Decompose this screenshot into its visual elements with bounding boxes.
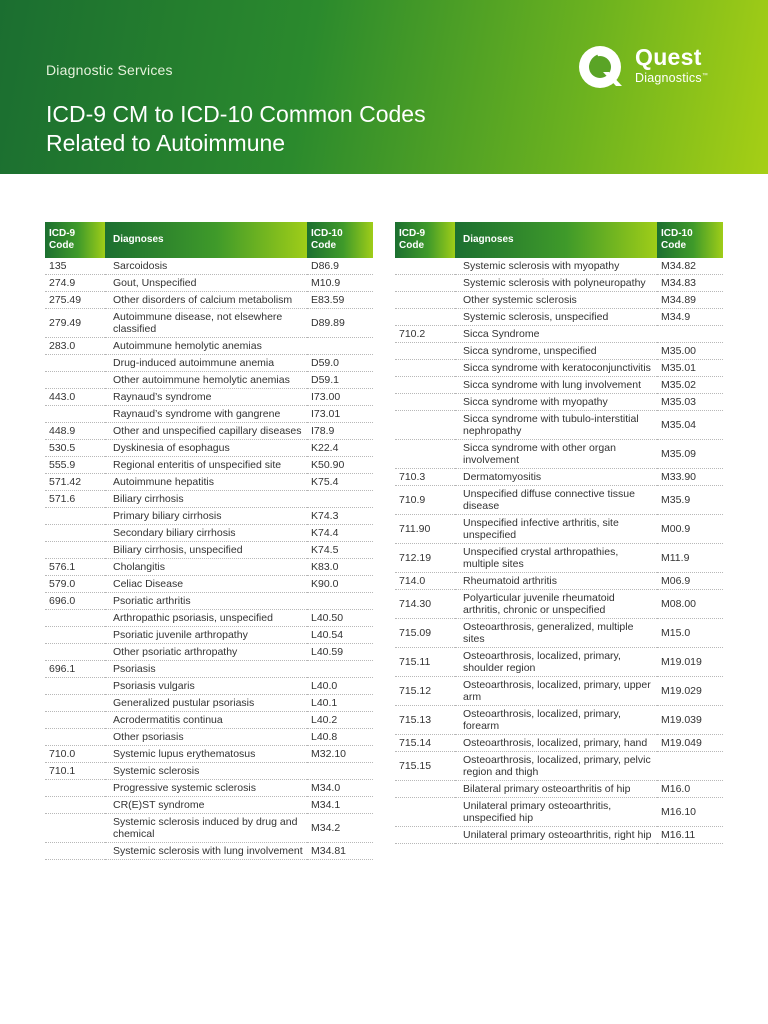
diagnosis-cell: Dermatomyositis <box>455 469 657 486</box>
diagnosis-cell: Bilateral primary osteoarthritis of hip <box>455 781 657 798</box>
icd10-code-cell: I73.01 <box>307 406 373 423</box>
table-row <box>45 423 373 440</box>
table-row <box>45 258 373 275</box>
icd9-code-cell <box>395 309 455 326</box>
diagnosis-cell: Dyskinesia of esophagus <box>105 440 307 457</box>
header-icd10-code <box>657 222 723 258</box>
icd10-code-cell: M34.9 <box>657 309 723 326</box>
table-row <box>45 389 373 406</box>
table-row <box>395 677 723 706</box>
icd9-code-cell <box>395 827 455 844</box>
icd9-code-cell: 279.49 <box>45 309 105 338</box>
icd9-code-cell <box>395 275 455 292</box>
logo-wordmark-diagnostics-text: Diagnostics <box>635 71 702 85</box>
icd10-code-cell: K75.4 <box>307 474 373 491</box>
table-row <box>395 752 723 781</box>
page-header <box>0 0 768 174</box>
table-row <box>45 309 373 338</box>
page-title-line-1: ICD-9 CM to ICD-10 Common Codes <box>46 101 426 127</box>
diagnosis-cell: Osteoarthrosis, localized, primary, hand <box>455 735 657 752</box>
diagnosis-cell: Sicca syndrome, unspecified <box>455 343 657 360</box>
diagnosis-cell: Sicca syndrome with keratoconjunctivitis <box>455 360 657 377</box>
icd10-code-cell: M16.11 <box>657 827 723 844</box>
table-body-right <box>395 258 723 844</box>
diagnosis-cell: Acrodermatitis continua <box>105 712 307 729</box>
icd9-code-cell <box>45 712 105 729</box>
table-row <box>45 644 373 661</box>
table-row <box>395 515 723 544</box>
table-row <box>45 440 373 457</box>
diagnosis-cell: Unilateral primary osteoarthritis, unspecified hip <box>455 798 657 827</box>
diagnosis-cell: Biliary cirrhosis, unspecified <box>105 542 307 559</box>
header-icd10-line2: Code <box>661 240 686 251</box>
table-row <box>395 648 723 677</box>
icd10-code-cell <box>307 661 373 678</box>
diagnosis-cell: Autoimmune hepatitis <box>105 474 307 491</box>
icd9-code-cell <box>45 355 105 372</box>
table-row <box>45 491 373 508</box>
icd9-code-cell <box>45 814 105 843</box>
page-title <box>46 100 426 158</box>
diagnosis-cell: Psoriatic arthritis <box>105 593 307 610</box>
icd9-code-cell <box>45 780 105 797</box>
diagnosis-cell: Sicca Syndrome <box>455 326 657 343</box>
icd10-code-cell: L40.50 <box>307 610 373 627</box>
diagnosis-cell: Systemic sclerosis with lung involvement <box>105 843 307 860</box>
icd9-code-cell: 710.3 <box>395 469 455 486</box>
table-row <box>45 474 373 491</box>
diagnosis-cell: Other disorders of calcium metabolism <box>105 292 307 309</box>
table-row <box>45 627 373 644</box>
icd10-code-cell <box>657 326 723 343</box>
table-row <box>45 576 373 593</box>
icd9-code-cell <box>395 343 455 360</box>
diagnosis-cell: Other psoriatic arthropathy <box>105 644 307 661</box>
quest-diagnostics-logo <box>576 42 736 92</box>
table-row <box>45 843 373 860</box>
table-header-row <box>395 222 723 258</box>
icd10-code-cell: M34.0 <box>307 780 373 797</box>
table-row <box>45 610 373 627</box>
icd9-code-cell <box>395 360 455 377</box>
icd9-code-cell <box>45 372 105 389</box>
icd10-code-cell: M35.02 <box>657 377 723 394</box>
diagnosis-cell: Systemic sclerosis induced by drug and chemical <box>105 814 307 843</box>
diagnosis-cell: Generalized pustular psoriasis <box>105 695 307 712</box>
table-row <box>45 695 373 712</box>
icd9-code-cell <box>395 258 455 275</box>
logo-wordmark-quest: Quest <box>635 44 702 70</box>
icd9-code-cell <box>45 843 105 860</box>
icd9-code-cell: 715.09 <box>395 619 455 648</box>
icd9-code-cell <box>395 798 455 827</box>
table-row <box>395 781 723 798</box>
icd9-code-cell <box>395 292 455 309</box>
diagnosis-cell: Other psoriasis <box>105 729 307 746</box>
table-row <box>395 275 723 292</box>
icd9-code-cell: 571.6 <box>45 491 105 508</box>
icd9-code-cell <box>45 729 105 746</box>
icd10-code-cell: K50.90 <box>307 457 373 474</box>
diagnosis-cell: CR(E)ST syndrome <box>105 797 307 814</box>
table-row <box>45 729 373 746</box>
icd10-code-cell: K22.4 <box>307 440 373 457</box>
diagnosis-cell: Osteoarthrosis, localized, primary, pelvic region and thigh <box>455 752 657 781</box>
table-row <box>45 559 373 576</box>
header-icd10-code <box>307 222 373 258</box>
table-row <box>395 394 723 411</box>
quest-logo-mark-icon <box>576 42 626 92</box>
icd10-code-cell: M19.049 <box>657 735 723 752</box>
diagnosis-cell: Psoriasis <box>105 661 307 678</box>
diagnosis-cell: Systemic sclerosis, unspecified <box>455 309 657 326</box>
icd10-code-cell: M32.10 <box>307 746 373 763</box>
icd10-code-cell: K74.3 <box>307 508 373 525</box>
diagnosis-cell: Osteoarthrosis, localized, primary, shoulder region <box>455 648 657 677</box>
diagnosis-cell: Secondary biliary cirrhosis <box>105 525 307 542</box>
table-row <box>45 746 373 763</box>
table-row <box>45 372 373 389</box>
icd10-code-cell: M19.019 <box>657 648 723 677</box>
table-row <box>45 338 373 355</box>
icd9-code-cell: 710.1 <box>45 763 105 780</box>
icd10-code-cell: D86.9 <box>307 258 373 275</box>
icd10-code-cell: L40.1 <box>307 695 373 712</box>
icd10-code-cell: D89.89 <box>307 309 373 338</box>
header-diagnoses: Diagnoses <box>105 222 307 258</box>
icd9-code-cell <box>395 440 455 469</box>
icd10-code-cell <box>307 593 373 610</box>
table-row <box>45 457 373 474</box>
icd10-code-cell: L40.2 <box>307 712 373 729</box>
icd9-code-cell: 715.13 <box>395 706 455 735</box>
icd10-code-cell: M19.039 <box>657 706 723 735</box>
icd9-code-cell: 443.0 <box>45 389 105 406</box>
table-row <box>45 661 373 678</box>
diagnosis-cell: Other systemic sclerosis <box>455 292 657 309</box>
diagnosis-cell: Drug-induced autoimmune anemia <box>105 355 307 372</box>
logo-wordmark-diagnostics <box>635 71 708 85</box>
icd9-code-cell: 714.30 <box>395 590 455 619</box>
table-row <box>45 508 373 525</box>
header-icd9-line1: ICD-9 <box>399 228 426 239</box>
table-row <box>45 780 373 797</box>
table-row <box>395 706 723 735</box>
table-row <box>395 544 723 573</box>
icd10-code-cell: M35.00 <box>657 343 723 360</box>
icd9-code-cell <box>45 610 105 627</box>
diagnosis-cell: Sicca syndrome with lung involvement <box>455 377 657 394</box>
icd9-code-cell: 448.9 <box>45 423 105 440</box>
icd10-code-cell: M34.83 <box>657 275 723 292</box>
icd10-code-cell: M35.04 <box>657 411 723 440</box>
table-row <box>45 355 373 372</box>
icd10-code-cell: M16.0 <box>657 781 723 798</box>
icd10-code-cell: M19.029 <box>657 677 723 706</box>
icd9-code-cell <box>45 627 105 644</box>
icd10-code-cell: M15.0 <box>657 619 723 648</box>
section-label: Diagnostic Services <box>46 62 173 78</box>
icd9-code-cell: 135 <box>45 258 105 275</box>
header-icd9-code <box>45 222 105 258</box>
icd10-code-cell: L40.8 <box>307 729 373 746</box>
diagnosis-cell: Regional enteritis of unspecified site <box>105 457 307 474</box>
icd9-code-cell: 555.9 <box>45 457 105 474</box>
diagnosis-cell: Systemic sclerosis with polyneuropathy <box>455 275 657 292</box>
icd10-code-cell: M34.1 <box>307 797 373 814</box>
table-header-row <box>45 222 373 258</box>
table-row <box>45 542 373 559</box>
table-row <box>395 258 723 275</box>
table-row <box>395 798 723 827</box>
table-body-left <box>45 258 373 860</box>
table-row <box>395 377 723 394</box>
icd10-code-cell: M35.09 <box>657 440 723 469</box>
diagnosis-cell: Raynaud’s syndrome with gangrene <box>105 406 307 423</box>
diagnosis-cell: Biliary cirrhosis <box>105 491 307 508</box>
header-icd9-line2: Code <box>49 240 74 251</box>
icd10-code-cell <box>307 763 373 780</box>
icd9-code-cell <box>45 678 105 695</box>
codes-table-left <box>45 222 373 860</box>
table-row <box>45 292 373 309</box>
diagnosis-cell: Autoimmune disease, not elsewhere classified <box>105 309 307 338</box>
icd10-code-cell: M00.9 <box>657 515 723 544</box>
table-row <box>395 827 723 844</box>
diagnosis-cell: Primary biliary cirrhosis <box>105 508 307 525</box>
icd10-code-cell: M35.9 <box>657 486 723 515</box>
diagnosis-cell: Osteoarthrosis, generalized, multiple sites <box>455 619 657 648</box>
codes-table-right <box>395 222 723 844</box>
table-row <box>45 678 373 695</box>
diagnosis-cell: Systemic lupus erythematosus <box>105 746 307 763</box>
table-row <box>45 593 373 610</box>
icd9-code-cell: 275.49 <box>45 292 105 309</box>
icd10-code-cell: I73.00 <box>307 389 373 406</box>
icd9-code-cell <box>395 394 455 411</box>
icd9-code-cell: 571.42 <box>45 474 105 491</box>
diagnosis-cell: Systemic sclerosis <box>105 763 307 780</box>
icd10-code-cell: M34.89 <box>657 292 723 309</box>
icd9-code-cell: 714.0 <box>395 573 455 590</box>
table-row <box>395 360 723 377</box>
header-diagnoses: Diagnoses <box>455 222 657 258</box>
diagnosis-cell: Unspecified infective arthritis, site unspecified <box>455 515 657 544</box>
icd9-code-cell <box>45 525 105 542</box>
table-row <box>395 469 723 486</box>
diagnosis-cell: Sicca syndrome with myopathy <box>455 394 657 411</box>
icd9-code-cell: 274.9 <box>45 275 105 292</box>
diagnosis-cell: Unilateral primary osteoarthritis, right hip <box>455 827 657 844</box>
icd10-code-cell: K83.0 <box>307 559 373 576</box>
icd10-code-cell: M10.9 <box>307 275 373 292</box>
icd9-code-cell <box>395 781 455 798</box>
icd10-code-cell: M35.03 <box>657 394 723 411</box>
icd10-code-cell: M35.01 <box>657 360 723 377</box>
logo-trademark: ™ <box>701 72 709 79</box>
icd9-code-cell <box>45 797 105 814</box>
icd9-code-cell: 579.0 <box>45 576 105 593</box>
icd9-code-cell: 710.2 <box>395 326 455 343</box>
icd10-code-cell: L40.54 <box>307 627 373 644</box>
table-row <box>395 411 723 440</box>
diagnosis-cell: Sicca syndrome with tubulo-interstitial nephropathy <box>455 411 657 440</box>
diagnosis-cell: Progressive systemic sclerosis <box>105 780 307 797</box>
table-row <box>395 735 723 752</box>
icd9-code-cell: 283.0 <box>45 338 105 355</box>
icd9-code-cell <box>45 644 105 661</box>
icd10-code-cell: M06.9 <box>657 573 723 590</box>
diagnosis-cell: Osteoarthrosis, localized, primary, upper arm <box>455 677 657 706</box>
icd-codes-table-right <box>395 222 723 844</box>
icd10-code-cell <box>307 338 373 355</box>
icd10-code-cell: L40.0 <box>307 678 373 695</box>
diagnosis-cell: Rheumatoid arthritis <box>455 573 657 590</box>
icd10-code-cell: M11.9 <box>657 544 723 573</box>
icd9-code-cell: 715.11 <box>395 648 455 677</box>
icd9-code-cell <box>45 542 105 559</box>
icd10-code-cell: K74.5 <box>307 542 373 559</box>
diagnosis-cell: Raynaud’s syndrome <box>105 389 307 406</box>
table-row <box>45 525 373 542</box>
icd10-code-cell <box>307 491 373 508</box>
icd10-code-cell: M08.00 <box>657 590 723 619</box>
icd9-code-cell: 576.1 <box>45 559 105 576</box>
icd10-code-cell: L40.59 <box>307 644 373 661</box>
diagnosis-cell: Polyarticular juvenile rheumatoid arthritis, chronic or unspecified <box>455 590 657 619</box>
icd9-code-cell: 715.12 <box>395 677 455 706</box>
table-row <box>395 440 723 469</box>
icd10-code-cell: E83.59 <box>307 292 373 309</box>
table-row <box>45 763 373 780</box>
diagnosis-cell: Other and unspecified capillary diseases <box>105 423 307 440</box>
icd9-code-cell: 711.90 <box>395 515 455 544</box>
icd10-code-cell: M16.10 <box>657 798 723 827</box>
icd9-code-cell <box>45 508 105 525</box>
icd9-code-cell: 715.14 <box>395 735 455 752</box>
table-row <box>45 814 373 843</box>
icd9-code-cell: 715.15 <box>395 752 455 781</box>
diagnosis-cell: Psoriasis vulgaris <box>105 678 307 695</box>
table-row <box>395 573 723 590</box>
table-row <box>395 309 723 326</box>
header-icd10-line1: ICD-10 <box>311 228 343 239</box>
icd9-code-cell <box>395 411 455 440</box>
icd10-code-cell: M34.82 <box>657 258 723 275</box>
table-row <box>395 619 723 648</box>
icd9-code-cell: 712.19 <box>395 544 455 573</box>
icd9-code-cell <box>395 377 455 394</box>
diagnosis-cell: Systemic sclerosis with myopathy <box>455 258 657 275</box>
table-row <box>395 326 723 343</box>
header-icd9-line2: Code <box>399 240 424 251</box>
table-row <box>395 486 723 515</box>
icd9-code-cell: 530.5 <box>45 440 105 457</box>
icd10-code-cell: I78.9 <box>307 423 373 440</box>
diagnosis-cell: Sarcoidosis <box>105 258 307 275</box>
diagnosis-cell: Other autoimmune hemolytic anemias <box>105 372 307 389</box>
icd9-code-cell: 696.0 <box>45 593 105 610</box>
header-icd9-code <box>395 222 455 258</box>
diagnosis-cell: Gout, Unspecified <box>105 275 307 292</box>
icd10-code-cell: K90.0 <box>307 576 373 593</box>
icd10-code-cell <box>657 752 723 781</box>
icd10-code-cell: M33.90 <box>657 469 723 486</box>
table-row <box>395 292 723 309</box>
diagnosis-cell: Arthropathic psoriasis, unspecified <box>105 610 307 627</box>
icd10-code-cell: M34.81 <box>307 843 373 860</box>
icd9-code-cell: 710.9 <box>395 486 455 515</box>
header-icd10-line2: Code <box>311 240 336 251</box>
diagnosis-cell: Autoimmune hemolytic anemias <box>105 338 307 355</box>
diagnosis-cell: Osteoarthrosis, localized, primary, forearm <box>455 706 657 735</box>
icd9-code-cell <box>45 406 105 423</box>
icd9-code-cell <box>45 695 105 712</box>
icd10-code-cell: D59.0 <box>307 355 373 372</box>
icd10-code-cell: D59.1 <box>307 372 373 389</box>
table-row <box>45 275 373 292</box>
icd10-code-cell: K74.4 <box>307 525 373 542</box>
table-row <box>395 590 723 619</box>
diagnosis-cell: Cholangitis <box>105 559 307 576</box>
table-row <box>45 712 373 729</box>
diagnosis-cell: Unspecified diffuse connective tissue disease <box>455 486 657 515</box>
table-row <box>45 797 373 814</box>
icd-codes-table-left <box>45 222 373 860</box>
page-title-line-2: Related to Autoimmune <box>46 130 286 156</box>
icd10-code-cell: M34.2 <box>307 814 373 843</box>
icd9-code-cell: 710.0 <box>45 746 105 763</box>
table-row <box>45 406 373 423</box>
diagnosis-cell: Celiac Disease <box>105 576 307 593</box>
table-row <box>395 343 723 360</box>
header-icd10-line1: ICD-10 <box>661 228 693 239</box>
diagnosis-cell: Sicca syndrome with other organ involvement <box>455 440 657 469</box>
diagnosis-cell: Unspecified crystal arthropathies, multiple sites <box>455 544 657 573</box>
header-icd9-line1: ICD-9 <box>49 228 76 239</box>
icd9-code-cell: 696.1 <box>45 661 105 678</box>
diagnosis-cell: Psoriatic juvenile arthropathy <box>105 627 307 644</box>
